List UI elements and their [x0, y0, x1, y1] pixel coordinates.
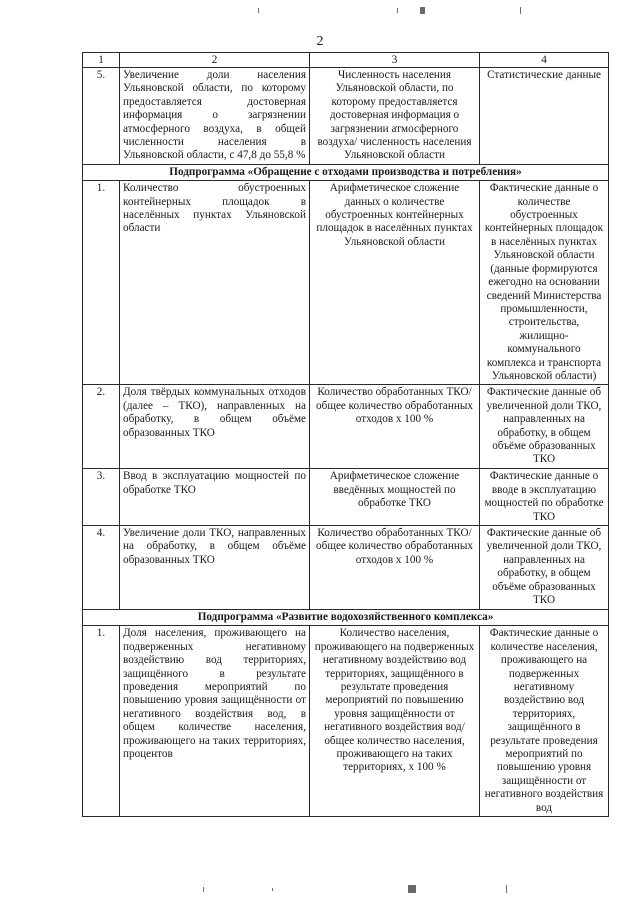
calculation-method-cell: Арифметическое сложение данных о количестве обустроенных контейнерных площадок в населённых пунктах Ульяновской области [310, 181, 480, 385]
calculation-method-cell: Численность населения Ульяновской области, по которому предоставляется достоверная информация о загрязнении атмосферного воздуха/ численность населения Ульяновской области [310, 68, 480, 165]
data-source-cell: Фактические данные о количестве населения, проживающего на подверженных негативному воздействию вод территориях, защищённого в результате проведения мероприятий по повышению уровня защищённости от негативного воздействия вод [480, 626, 609, 817]
data-source-cell: Фактические данные об увеличенной доли ТКО, направленных на обработку, в общем объёме образованных ТКО [480, 385, 609, 469]
calculation-method-cell: Количество обработанных ТКО/общее количество обработанных отходов х 100 % [310, 525, 480, 609]
table-row [83, 525, 609, 609]
section-header-row [83, 609, 609, 625]
table-row [83, 385, 609, 469]
data-source-cell: Статистические данные [480, 68, 609, 165]
calculation-method-cell: Количество обработанных ТКО/общее количество обработанных отходов х 100 % [310, 385, 480, 469]
calculation-method-cell: Количество населения, проживающего на подверженных негативному воздействию вод территориях, защищённого в результате проведения мероприятий по повышению уровня защищённости от негативного воздействия вод/общее количество населения, проживающего на таких территориях, х 100 % [310, 626, 480, 817]
indicator-cell: Доля населения, проживающего на подверженных негативному воздействию вод территориях, защищённого в результате проведения мероприятий по повышению уровня защищённости от негативного воздействия вод, в общем количестве населения, проживающего на таких территориях, процентов [120, 626, 310, 817]
indicator-cell: Увеличение доли ТКО, направленных на обработку, в общем объёме образованных ТКО [120, 525, 310, 609]
row-number: 1. [83, 626, 120, 817]
calculation-method-cell: Арифметическое сложение введённых мощностей по обработке ТКО [310, 469, 480, 526]
page-number: 2 [316, 34, 324, 49]
section-title: Подпрограмма «Развитие водохозяйственного комплекса» [83, 609, 609, 625]
column-number: 2 [120, 53, 310, 68]
column-number: 3 [310, 53, 480, 68]
column-number-row [83, 53, 609, 68]
indicator-cell: Количество обустроенных контейнерных площадок в населённых пунктах Ульяновской области [120, 181, 310, 385]
row-number: 3. [83, 469, 120, 526]
table-row [83, 68, 609, 165]
table-row [83, 181, 609, 385]
column-number: 1 [83, 53, 120, 68]
section-title: Подпрограмма «Обращение с отходами производства и потребления» [83, 164, 609, 180]
data-source-cell: Фактические данные о вводе в эксплуатацию мощностей по обработке ТКО [480, 469, 609, 526]
data-source-cell: Фактические данные о количестве обустроенных контейнерных площадок в населённых пунктах Ульяновской области (данные формируются ежегодно на основании сведений Министерства промышленности, строительства, жилищно-коммунального комплекса и транспорта Ульяновской области) [480, 181, 609, 385]
table-row [83, 469, 609, 526]
row-number: 5. [83, 68, 120, 165]
column-number: 4 [480, 53, 609, 68]
data-source-cell: Фактические данные об увеличенной доли ТКО, направленных на обработку, в общем объёме образованных ТКО [480, 525, 609, 609]
indicators-table [82, 52, 609, 817]
section-header-row [83, 164, 609, 180]
indicator-cell: Увеличение доли населения Ульяновской области, по которому предоставляется достоверная информация о загрязнении атмосферного воздуха, в общей численности населения в Ульяновской области, с 47,8 до 55,8 % [120, 68, 310, 165]
table-row [83, 626, 609, 817]
scan-artifacts-bottom [0, 882, 640, 898]
row-number: 2. [83, 385, 120, 469]
row-number: 1. [83, 181, 120, 385]
scan-artifacts-top [0, 4, 640, 20]
row-number: 4. [83, 525, 120, 609]
indicator-cell: Доля твёрдых коммунальных отходов (далее – ТКО), направленных на обработку, в общем объёме образованных ТКО [120, 385, 310, 469]
indicator-cell: Ввод в эксплуатацию мощностей по обработке ТКО [120, 469, 310, 526]
